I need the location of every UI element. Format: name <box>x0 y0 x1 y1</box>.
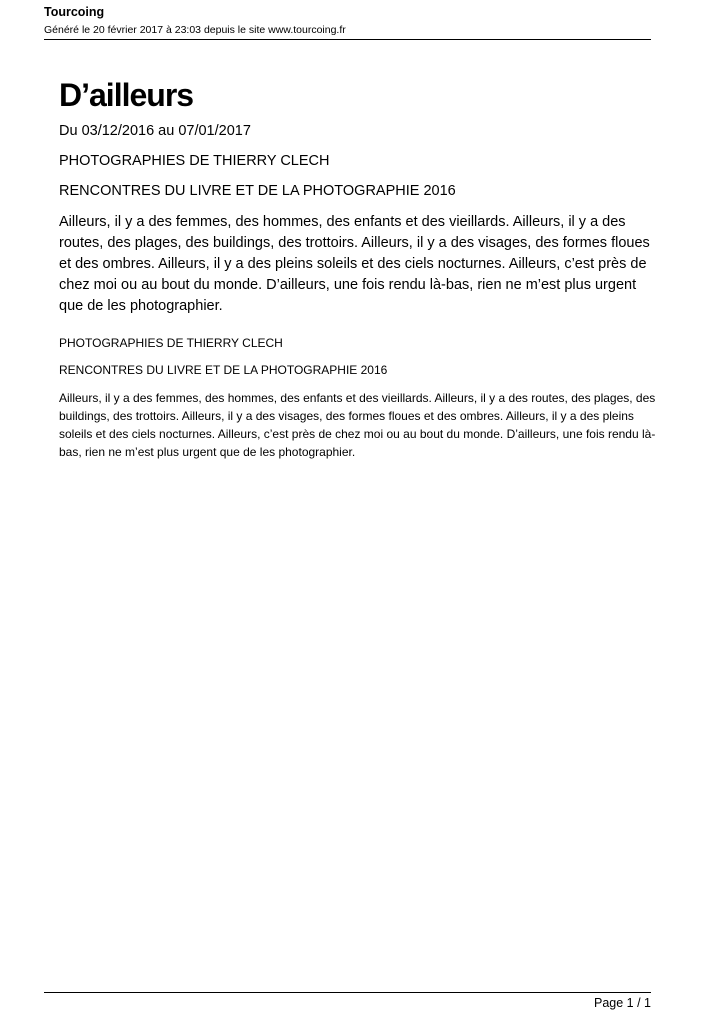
generated-note: Généré le 20 février 2017 à 23:03 depuis le site www.tourcoing.fr <box>44 24 346 36</box>
page-header <box>44 4 651 37</box>
event-dates: Du 03/12/2016 au 07/01/2017 <box>59 123 251 139</box>
page-number: Page 1 / 1 <box>594 996 651 1010</box>
footer-divider <box>44 992 651 993</box>
site-name: Tourcoing <box>44 5 105 19</box>
body-photographer-line: PHOTOGRAPHIES DE THIERRY CLECH <box>59 336 283 350</box>
lead-photographer-line: PHOTOGRAPHIES DE THIERRY CLECH <box>59 153 330 169</box>
article-title: D’ailleurs <box>59 77 194 113</box>
lead-event-line: RENCONTRES DU LIVRE ET DE LA PHOTOGRAPHIE 2016 <box>59 183 456 199</box>
article <box>59 74 661 461</box>
header-divider <box>44 39 651 40</box>
body-event-line: RENCONTRES DU LIVRE ET DE LA PHOTOGRAPHIE 2016 <box>59 363 388 377</box>
lead-paragraph: Ailleurs, il y a des femmes, des hommes, des enfants et des vieillards. Ailleurs, il y a des routes, des plages, des buildings, des trottoirs. Ailleurs, il y a des visages, des formes floues et des ombres. Ailleurs, il y a des pleins soleils et des ciels nocturnes. Ailleurs, c’est près de chez moi ou au bout du monde. D’ailleurs, une fois rendu là-bas, rien ne m’est plus urgent que de les photographier. <box>59 214 650 314</box>
body-paragraph: Ailleurs, il y a des femmes, des hommes, des enfants et des vieillards. Ailleurs, il y a des routes, des plages, des buildings, des trottoirs. Ailleurs, il y a des visages, des formes floues et des ombres. Ailleurs, il y a des pleins soleils et des ciels nocturnes. Ailleurs, c’est près de chez moi ou au bout du monde. D’ailleurs, une fois rendu là-bas, rien ne m’est plus urgent que de les photographier. <box>59 391 656 459</box>
